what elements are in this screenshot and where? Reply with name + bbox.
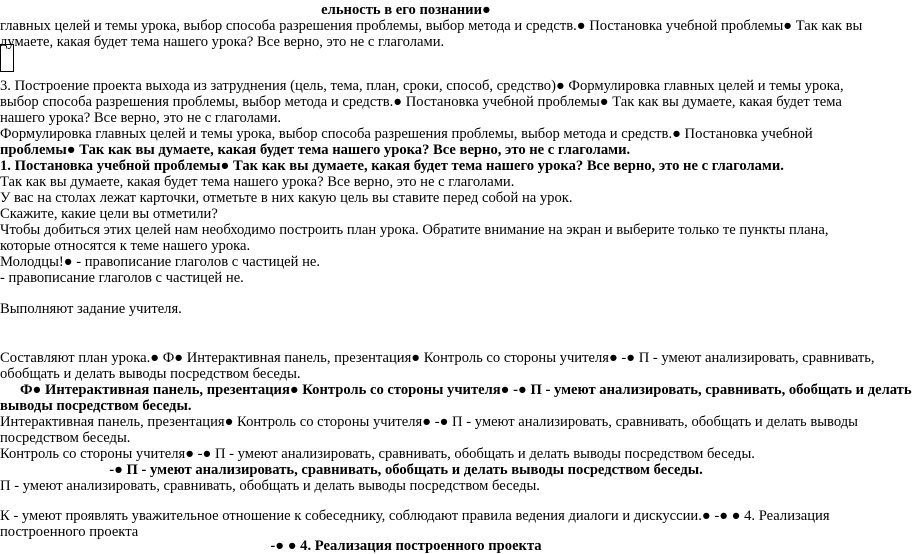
line-27: построенного проекта bbox=[0, 524, 139, 540]
line-26: К - умеют проявлять уважительное отношение к собеседнику, соблюдают правила ведения диалоги и дискуссии.● -● ● 4. Реализация bbox=[0, 508, 830, 524]
line-19: Ф● Интерактивная панель, презентация● Контроль со стороны учителя● -● П - умеют анализировать, сравнивать, обобщать и делать bbox=[20, 382, 912, 398]
line-3: 3. Построение проекта выхода из затруднения (цель, тема, план, сроки, способ, средство)● Формулировка главных целей и темы урока, bbox=[0, 78, 844, 94]
empty-box bbox=[0, 44, 14, 72]
line-7: проблемы● Так как вы думаете, какая будет тема нашего урока? Все верно, это не с глаголами. bbox=[0, 142, 631, 158]
line-4: выбор способа разрешения проблемы, выбор метода и средств.● Постановка учебной проблемы● Так как вы думаете, какая будет тема bbox=[0, 94, 842, 110]
line-2: думаете, какая будет тема нашего урока? Все верно, это не с глаголами. bbox=[0, 34, 445, 50]
line-17: Составляют план урока.● Ф● Интерактивная панель, презентация● Контроль со стороны учителя● -● П - умеют анализировать, сравнивать, bbox=[0, 350, 875, 366]
line-18: обобщать и делать выводы посредством беседы. bbox=[0, 366, 301, 382]
line-9: Так как вы думаете, какая будет тема нашего урока? Все верно, это не с глаголами. bbox=[0, 174, 515, 190]
line-21: Интерактивная панель, презентация● Контроль со стороны учителя● -● П - умеют анализировать, сравнивать, обобщать и делать выводы bbox=[0, 414, 858, 430]
line-20: выводы посредством беседы. bbox=[0, 398, 192, 414]
line-0: ельность в его познании● bbox=[321, 2, 491, 18]
line-28: -● ● 4. Реализация построенного проекта bbox=[270, 538, 542, 554]
line-6: Формулировка главных целей и темы урока, выбор способа разрешения проблемы, выбор метода и средств.● Постановка учебной bbox=[0, 126, 813, 142]
line-8: 1. Постановка учебной проблемы● Так как вы думаете, какая будет тема нашего урока? Все верно, это не с глаголами. bbox=[0, 158, 784, 174]
line-16: Выполняют задание учителя. bbox=[0, 301, 182, 317]
line-1: главных целей и темы урока, выбор способа разрешения проблемы, выбор метода и средств.● Постановка учебной проблемы● Так как вы bbox=[0, 18, 863, 34]
line-14: Молодцы!● - правописание глаголов с частицей не. bbox=[0, 254, 321, 270]
line-24: -● П - умеют анализировать, сравнивать, обобщать и делать выводы посредством беседы. bbox=[109, 462, 703, 478]
line-15: - правописание глаголов с частицей не. bbox=[0, 270, 244, 286]
line-5: нашего урока? Все верно, это не с глаголами. bbox=[0, 110, 282, 126]
line-22: посредством беседы. bbox=[0, 430, 131, 446]
line-13: которые относятся к теме нашего урока. bbox=[0, 238, 251, 254]
line-25: П - умеют анализировать, сравнивать, обобщать и делать выводы посредством беседы. bbox=[0, 478, 540, 494]
line-12: Чтобы добиться этих целей нам необходимо построить план урока. Обратите внимание на экран и выберите только те пункты плана, bbox=[0, 222, 829, 238]
line-11: Скажите, какие цели вы отметили? bbox=[0, 206, 218, 222]
line-23: Контроль со стороны учителя● -● П - умеют анализировать, сравнивать, обобщать и делать выводы посредством беседы. bbox=[0, 446, 755, 462]
line-10: У вас на столах лежат карточки, отметьте в них какую цель вы ставите перед собой на урок. bbox=[0, 190, 573, 206]
